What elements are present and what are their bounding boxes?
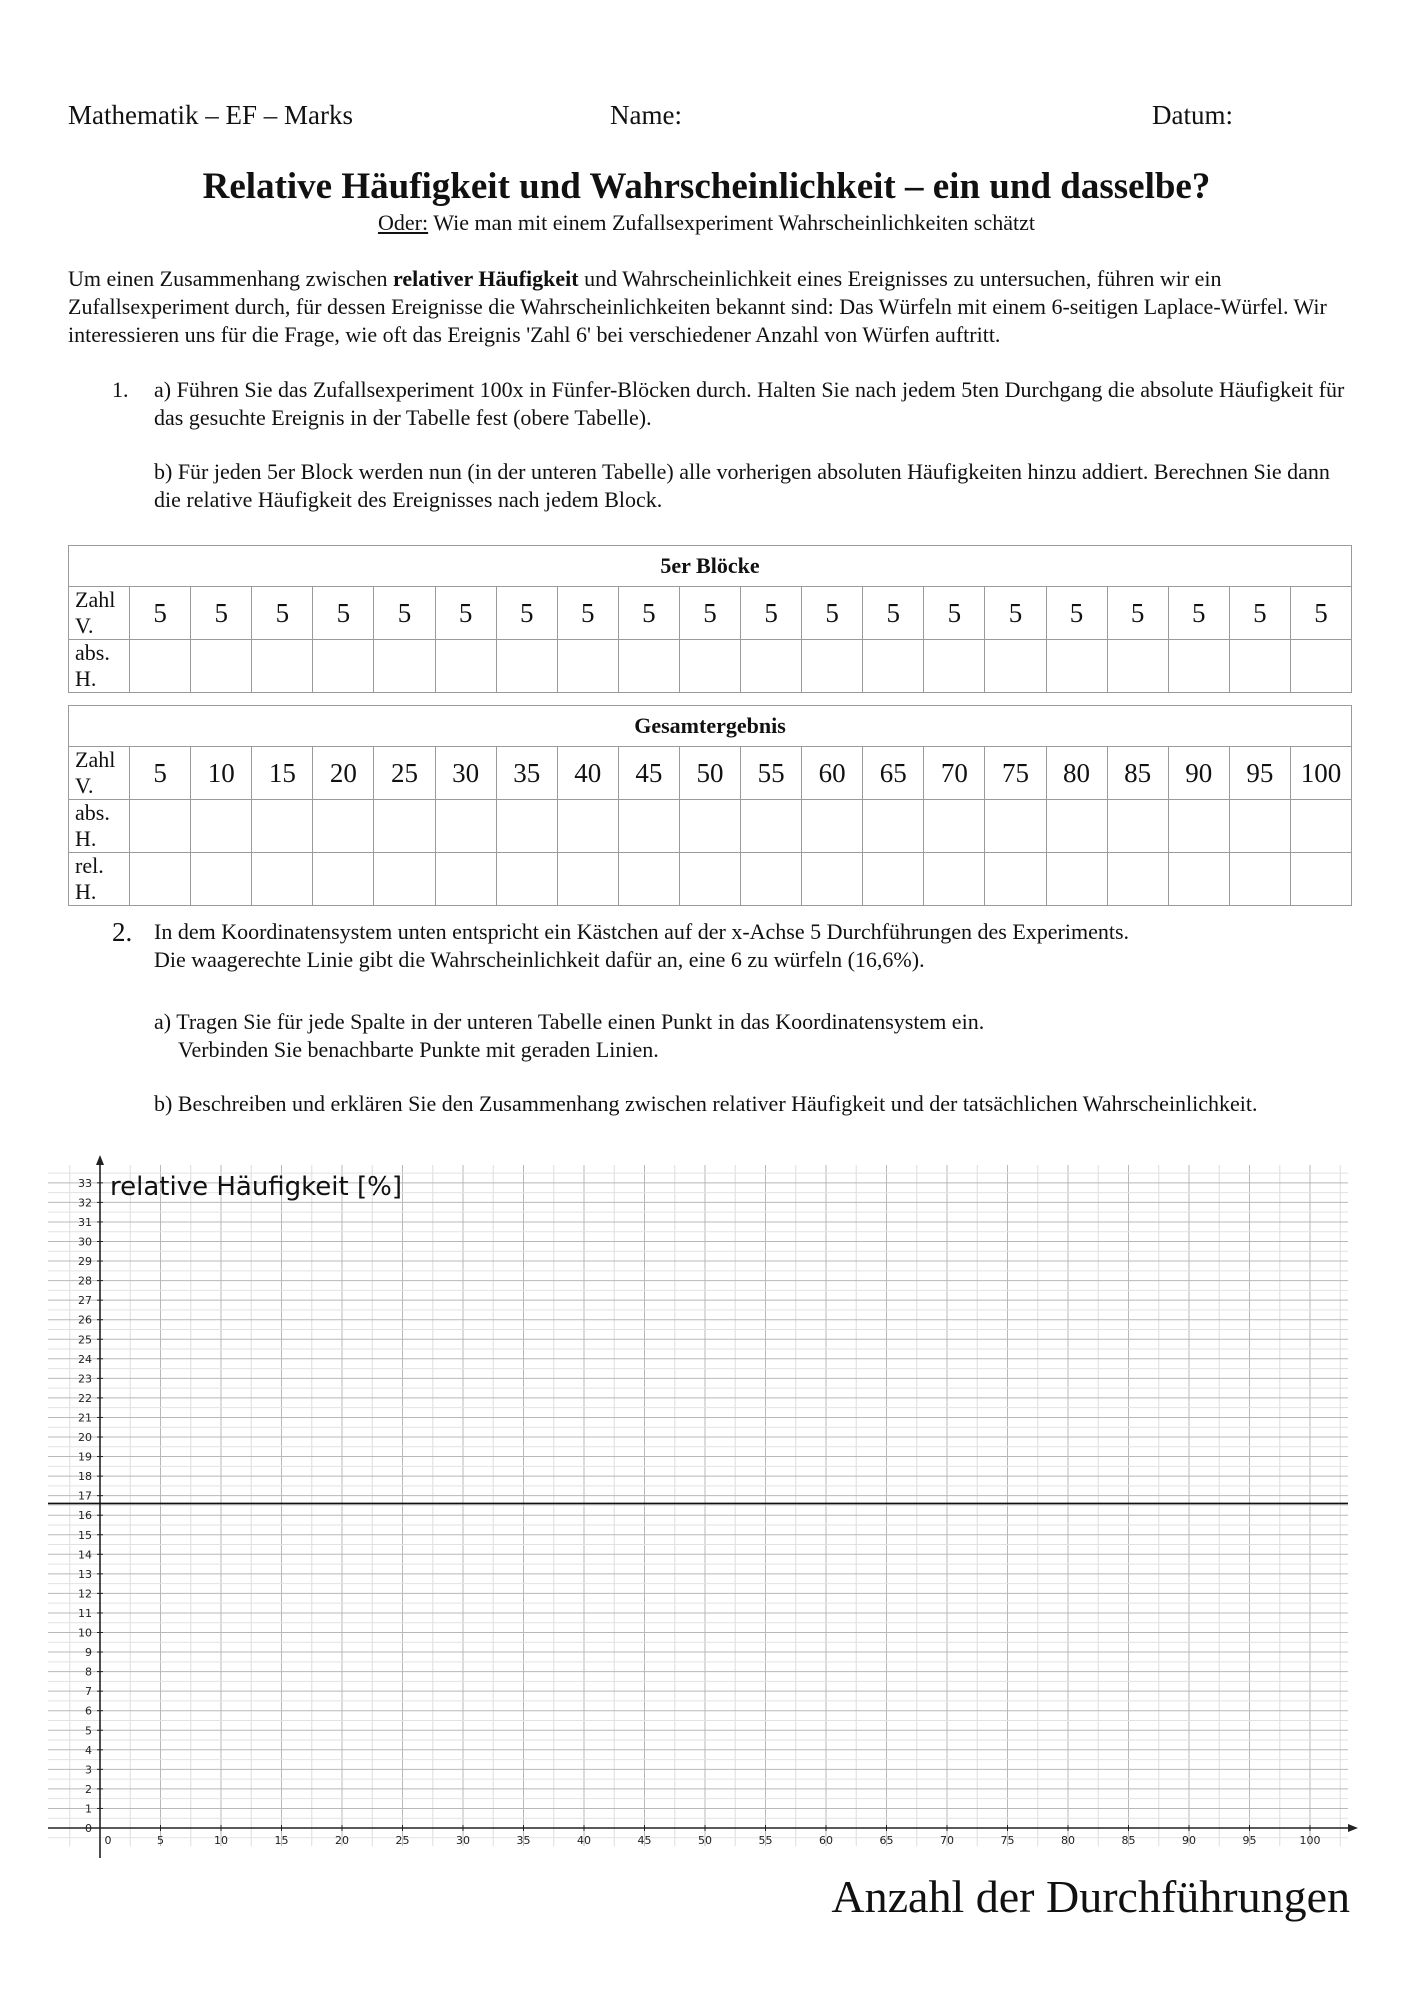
trial-count-cell: 5 <box>802 587 863 640</box>
task2-line1: In dem Koordinatensystem unten entspricht ein Kästchen auf der x-Achse 5 Durchführungen des Experiments. <box>154 919 1130 944</box>
y-tick-label: 29 <box>78 1255 92 1269</box>
rel-frequency-cell[interactable] <box>741 853 802 906</box>
y-tick-label: 17 <box>78 1489 92 1503</box>
abs-frequency-cell[interactable] <box>679 640 740 693</box>
trial-count-cell: 5 <box>1290 587 1351 640</box>
abs-frequency-cell[interactable] <box>1107 800 1168 853</box>
y-tick-label: 18 <box>78 1470 92 1484</box>
abs-frequency-cell[interactable] <box>802 800 863 853</box>
y-tick-label: 22 <box>78 1391 92 1405</box>
trial-count-cell: 5 <box>1107 587 1168 640</box>
trial-count-cell: 30 <box>435 747 496 800</box>
rel-frequency-cell[interactable] <box>130 853 191 906</box>
rel-frequency-cell[interactable] <box>618 853 679 906</box>
y-tick-label: 0 <box>85 1822 92 1835</box>
x-axis-label: Anzahl der Durchführungen <box>831 1871 1350 1922</box>
trial-count-cell: 40 <box>557 747 618 800</box>
y-tick-label: 9 <box>85 1646 92 1660</box>
trial-count-cell: 5 <box>557 587 618 640</box>
y-tick-label: 25 <box>78 1333 92 1347</box>
trial-count-cell: 5 <box>863 587 924 640</box>
x-tick-label: 65 <box>879 1834 894 1847</box>
task2-line2: Die waagerechte Linie gibt die Wahrscheinlichkeit dafür an, eine 6 zu würfeln (16,6%). <box>154 947 925 972</box>
abs-frequency-cell[interactable] <box>924 800 985 853</box>
y-tick-label: 28 <box>78 1274 92 1288</box>
abs-frequency-cell[interactable] <box>496 800 557 853</box>
subtitle-prefix: Oder: <box>378 210 429 235</box>
blocks-table-caption: 5er Blöcke <box>69 546 1352 587</box>
intro-after: und Wahrscheinlichkeit eines Ereignisses zu untersuchen, führen wir ein Zufallsexperiment durch, für dessen Ereignisse die Wahrscheinlichkeiten bekannt sind: Das Würfeln mit einem 6-seitigen Laplace-Würfel. Wir interessieren uns für die Frage, wie oft das Ereignis 'Zahl 6' bei verschiedener Anzahl von Würfen auftritt. <box>68 266 1327 347</box>
trial-count-cell: 5 <box>924 587 985 640</box>
trial-count-cell: 45 <box>618 747 679 800</box>
trial-count-cell: 95 <box>1229 747 1290 800</box>
x-tick-label: 50 <box>698 1834 712 1847</box>
y-tick-label: 2 <box>85 1782 92 1796</box>
trial-count-cell: 5 <box>741 587 802 640</box>
y-tick-label: 32 <box>78 1196 92 1210</box>
trial-count-cell: 10 <box>191 747 252 800</box>
abs-frequency-cell[interactable] <box>1290 640 1351 693</box>
x-tick-label: 60 <box>819 1834 833 1847</box>
abs-frequency-cell[interactable] <box>313 640 374 693</box>
row-label: rel. H. <box>69 853 130 906</box>
rel-frequency-cell[interactable] <box>924 853 985 906</box>
rel-frequency-cell[interactable] <box>1229 853 1290 906</box>
abs-frequency-cell[interactable] <box>1107 640 1168 693</box>
abs-frequency-cell[interactable] <box>130 800 191 853</box>
x-tick-label: 80 <box>1061 1834 1075 1847</box>
y-tick-label: 1 <box>85 1802 92 1816</box>
abs-frequency-cell[interactable] <box>191 640 252 693</box>
trial-count-cell: 5 <box>130 747 191 800</box>
trial-count-cell: 85 <box>1107 747 1168 800</box>
trial-count-cell: 80 <box>1046 747 1107 800</box>
table-row <box>69 800 1352 853</box>
trial-count-cell: 35 <box>496 747 557 800</box>
trial-count-cell: 90 <box>1168 747 1229 800</box>
row-label: Zahl V. <box>69 747 130 800</box>
task2-number: 2. <box>112 917 133 947</box>
x-tick-label: 25 <box>395 1834 410 1847</box>
abs-frequency-cell[interactable] <box>1168 800 1229 853</box>
abs-frequency-cell[interactable] <box>985 800 1046 853</box>
x-tick-label: 40 <box>577 1834 591 1847</box>
abs-frequency-cell[interactable] <box>496 640 557 693</box>
abs-frequency-cell[interactable] <box>1168 640 1229 693</box>
y-tick-label: 20 <box>78 1431 92 1444</box>
trial-count-cell: 20 <box>313 747 374 800</box>
abs-frequency-cell[interactable] <box>557 640 618 693</box>
trial-count-cell: 5 <box>191 587 252 640</box>
rel-frequency-cell[interactable] <box>313 853 374 906</box>
x-tick-label: 90 <box>1182 1834 1196 1847</box>
total-table-caption: Gesamtergebnis <box>69 706 1352 747</box>
x-tick-label: 75 <box>1000 1834 1015 1847</box>
table-row <box>69 640 1352 693</box>
abs-frequency-cell[interactable] <box>1046 800 1107 853</box>
trial-count-cell: 5 <box>1046 587 1107 640</box>
trial-count-cell: 5 <box>496 587 557 640</box>
abs-frequency-cell[interactable] <box>1229 800 1290 853</box>
x-tick-label: 55 <box>758 1834 773 1847</box>
rel-frequency-cell[interactable] <box>435 853 496 906</box>
abs-frequency-cell[interactable] <box>374 640 435 693</box>
row-label: Zahl V. <box>69 587 130 640</box>
x-tick-label: 95 <box>1242 1834 1257 1847</box>
coordinate-system <box>48 1150 1358 1860</box>
rel-frequency-cell[interactable] <box>985 853 1046 906</box>
abs-frequency-cell[interactable] <box>1229 640 1290 693</box>
y-tick-label: 7 <box>85 1685 92 1699</box>
trial-count-cell: 5 <box>985 587 1046 640</box>
row-label: abs. H. <box>69 640 130 693</box>
x-tick-label: 10 <box>214 1834 228 1847</box>
y-tick-label: 26 <box>78 1313 92 1327</box>
y-tick-label: 16 <box>78 1509 92 1523</box>
abs-frequency-cell[interactable] <box>741 640 802 693</box>
y-tick-label: 15 <box>78 1528 92 1542</box>
x-tick-label: 70 <box>940 1834 954 1847</box>
y-tick-label: 27 <box>78 1294 92 1308</box>
y-tick-label: 3 <box>85 1763 92 1777</box>
y-tick-label: 24 <box>78 1352 92 1366</box>
x-tick-label: 0 <box>104 1834 112 1847</box>
intro-before: Um einen Zusammenhang zwischen <box>68 266 394 291</box>
trial-count-cell: 5 <box>313 587 374 640</box>
trial-count-cell: 75 <box>985 747 1046 800</box>
intro-paragraph <box>68 265 1358 349</box>
rel-frequency-cell[interactable] <box>557 853 618 906</box>
task2-a2: Verbinden Sie benachbarte Punkte mit geraden Linien. <box>178 1037 659 1062</box>
abs-frequency-cell[interactable] <box>1290 800 1351 853</box>
abs-frequency-cell[interactable] <box>252 640 313 693</box>
y-tick-label: 10 <box>78 1626 92 1640</box>
x-tick-label: 100 <box>1299 1834 1321 1847</box>
trial-count-cell: 50 <box>679 747 740 800</box>
name-label: Name: <box>610 100 682 130</box>
x-tick-label: 15 <box>274 1834 289 1847</box>
x-tick-label: 35 <box>516 1834 531 1847</box>
y-tick-label: 30 <box>78 1235 92 1249</box>
abs-frequency-cell[interactable] <box>252 800 313 853</box>
abs-frequency-cell[interactable] <box>618 800 679 853</box>
y-tick-label: 11 <box>78 1606 92 1620</box>
abs-frequency-cell[interactable] <box>1046 640 1107 693</box>
abs-frequency-cell[interactable] <box>130 640 191 693</box>
y-tick-label: 31 <box>78 1215 92 1229</box>
trial-count-cell: 60 <box>802 747 863 800</box>
trial-count-cell: 65 <box>863 747 924 800</box>
rel-frequency-cell[interactable] <box>374 853 435 906</box>
trial-count-cell: 5 <box>374 587 435 640</box>
abs-frequency-cell[interactable] <box>924 640 985 693</box>
abs-frequency-cell[interactable] <box>191 800 252 853</box>
trial-count-cell: 15 <box>252 747 313 800</box>
y-tick-label: 5 <box>85 1724 92 1738</box>
page-title: Relative Häufigkeit und Wahrscheinlichkeit – ein und dasselbe? <box>202 166 1211 207</box>
rel-frequency-cell[interactable] <box>1290 853 1351 906</box>
rel-frequency-cell[interactable] <box>1168 853 1229 906</box>
task1-number: 1. <box>112 377 129 402</box>
abs-frequency-cell[interactable] <box>374 800 435 853</box>
rel-frequency-cell[interactable] <box>679 853 740 906</box>
rel-frequency-cell[interactable] <box>863 853 924 906</box>
table-row <box>69 587 1352 640</box>
x-tick-label: 20 <box>335 1834 349 1847</box>
y-tick-label: 21 <box>78 1411 92 1425</box>
rel-frequency-cell[interactable] <box>191 853 252 906</box>
rel-frequency-cell[interactable] <box>802 853 863 906</box>
abs-frequency-cell[interactable] <box>679 800 740 853</box>
trial-count-cell: 5 <box>1168 587 1229 640</box>
abs-frequency-cell[interactable] <box>435 640 496 693</box>
x-tick-label: 45 <box>637 1834 652 1847</box>
subject-label: Mathematik – EF – Marks <box>68 100 353 130</box>
trial-count-cell: 70 <box>924 747 985 800</box>
x-axis-arrow-icon <box>1348 1824 1358 1832</box>
y-tick-label: 6 <box>85 1704 92 1718</box>
abs-frequency-cell[interactable] <box>863 640 924 693</box>
abs-frequency-cell[interactable] <box>863 800 924 853</box>
abs-frequency-cell[interactable] <box>618 640 679 693</box>
x-tick-label: 5 <box>157 1834 164 1847</box>
trial-count-cell: 25 <box>374 747 435 800</box>
abs-frequency-cell[interactable] <box>985 640 1046 693</box>
y-tick-label: 12 <box>78 1587 92 1601</box>
subtitle <box>0 210 1413 236</box>
y-tick-label: 8 <box>85 1665 92 1679</box>
trial-count-cell: 5 <box>618 587 679 640</box>
subtitle-text: Wie man mit einem Zufallsexperiment Wahrscheinlichkeiten schätzt <box>428 210 1035 235</box>
abs-frequency-cell[interactable] <box>313 800 374 853</box>
y-tick-label: 23 <box>78 1372 92 1386</box>
intro-bold: relativer Häufigkeit <box>393 266 579 291</box>
task2-b: b) Beschreiben und erklären Sie den Zusammenhang zwischen relativer Häufigkeit und der tatsächlichen Wahrscheinlichkeit. <box>154 1091 1258 1116</box>
trial-count-cell: 5 <box>679 587 740 640</box>
y-tick-label: 13 <box>78 1567 92 1581</box>
trial-count-cell: 5 <box>252 587 313 640</box>
trial-count-cell: 5 <box>1229 587 1290 640</box>
y-axis-arrow-icon <box>96 1155 104 1165</box>
rel-frequency-cell[interactable] <box>1046 853 1107 906</box>
y-tick-label: 14 <box>78 1548 92 1562</box>
x-tick-label: 30 <box>456 1834 470 1847</box>
abs-frequency-cell[interactable] <box>557 800 618 853</box>
table-row <box>69 747 1352 800</box>
rel-frequency-cell[interactable] <box>1107 853 1168 906</box>
trial-count-cell: 100 <box>1290 747 1351 800</box>
row-label: abs. H. <box>69 800 130 853</box>
total-table <box>68 705 1352 906</box>
trial-count-cell: 5 <box>435 587 496 640</box>
rel-frequency-cell[interactable] <box>252 853 313 906</box>
abs-frequency-cell[interactable] <box>741 800 802 853</box>
x-tick-label: 85 <box>1121 1834 1136 1847</box>
blocks-table <box>68 545 1352 693</box>
y-tick-label: 4 <box>85 1743 92 1757</box>
trial-count-cell: 55 <box>741 747 802 800</box>
y-tick-label: 19 <box>78 1450 92 1464</box>
trial-count-cell: 5 <box>130 587 191 640</box>
task1-b: b) Für jeden 5er Block werden nun (in der unteren Tabelle) alle vorherigen absoluten Häufigkeiten hinzu addiert. Berechnen Sie dann die relative Häufigkeit des Ereignisses nach jedem Block. <box>154 459 1330 512</box>
task2-a1: a) Tragen Sie für jede Spalte in der unteren Tabelle einen Punkt in das Koordinatensystem ein. <box>154 1009 985 1034</box>
task1-a: a) Führen Sie das Zufallsexperiment 100x in Fünfer-Blöcken durch. Halten Sie nach jedem 5ten Durchgang die absolute Häufigkeit für das gesuchte Ereignis in der Tabelle fest (obere Tabelle). <box>154 377 1345 430</box>
y-axis-label: relative Häufigkeit [%] <box>110 1172 402 1202</box>
abs-frequency-cell[interactable] <box>435 800 496 853</box>
y-tick-label: 33 <box>78 1176 92 1190</box>
rel-frequency-cell[interactable] <box>496 853 557 906</box>
table-row <box>69 853 1352 906</box>
abs-frequency-cell[interactable] <box>802 640 863 693</box>
date-label: Datum: <box>1152 100 1233 130</box>
